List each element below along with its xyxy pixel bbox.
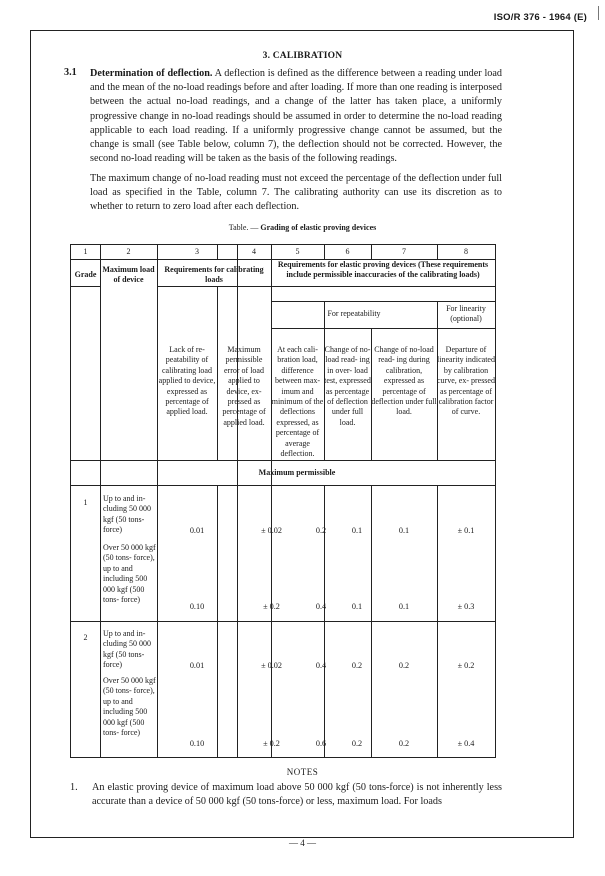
header-req-elastic: Requirements for elastic proving devices (These requirements include permissible inaccuracies of the calibrating loads) (277, 260, 489, 280)
col-number: 3 (195, 247, 199, 256)
col-number: 1 (83, 247, 88, 256)
note-text: An elastic proving device of maximum load above 50 000 kgf (50 tons-force) is not inherently less accurate than a device of 50 000 kgf (50 tons-force) or less, maximum load. For loads (92, 782, 502, 808)
desc-col7: Change of no-load read- ing during calibration, expressed as percentage of deflection under full load. (371, 345, 437, 417)
grade-1: 1 (83, 498, 88, 507)
value-cell: ± 0.2 (457, 661, 475, 670)
value-cell: 0.2 (315, 526, 327, 535)
note-number: 1. (70, 782, 78, 793)
value-cell: 0.1 (398, 526, 410, 535)
col-number: 8 (464, 247, 468, 256)
value-cell: 0.4 (315, 661, 327, 670)
row-divider (71, 286, 100, 287)
notes-title: NOTES (286, 767, 319, 777)
value-cell: ± 0.4 (457, 739, 475, 748)
col-number: 6 (345, 247, 350, 256)
value-cell: ± 0.02 (261, 661, 282, 670)
value-cell: ± 0.02 (261, 526, 282, 535)
col-divider (217, 286, 218, 460)
value-cell: 0.1 (351, 602, 363, 611)
header-linearity: For linearity (optional) (446, 304, 486, 324)
value-cell: 0.1 (351, 526, 363, 535)
paragraph-deflection (90, 67, 502, 166)
row-divider (271, 301, 495, 302)
row-divider (71, 621, 495, 622)
value-cell: 0.4 (315, 602, 327, 611)
col-divider (271, 245, 272, 757)
value-cell: ± 0.3 (457, 602, 475, 611)
table-caption-title: Grading of elastic proving devices (260, 223, 377, 232)
load-range: Up to and in- cluding 50 000 kgf (50 tons- force) (103, 629, 151, 670)
section-title: 3. CALIBRATION (262, 51, 343, 61)
col-number: 5 (295, 247, 300, 256)
document-reference: ISO/R 376 - 1964 (E) (493, 12, 587, 23)
col-divider (217, 485, 218, 757)
header-grade: Grade (74, 270, 97, 279)
value-cell: 0.01 (189, 526, 205, 535)
value-cell: ± 0.2 (263, 739, 280, 748)
value-cell: 0.2 (351, 739, 363, 748)
col-number: 4 (252, 247, 256, 256)
value-cell: 0.2 (351, 661, 363, 670)
col-divider (217, 245, 218, 259)
grading-table (70, 244, 496, 758)
col-number: 7 (402, 247, 406, 256)
desc-col5: At each cali- bration load, difference between max- imum and minimum of the deflections expressed, as percentage of average deflection. (271, 345, 324, 459)
load-range: Over 50 000 kgf (50 tons- force), up to and including 500 000 kgf (500 tons- force) (103, 543, 156, 605)
col-divider (237, 286, 238, 328)
page-edge-mark (598, 6, 599, 20)
paragraph-max-change: The maximum change of no-load reading must not exceed the percentage of the deflection under full load as specified in the Table, column 7. The calibrating authority can use its discretion as to whether to return to zero load after each deflection. (90, 173, 502, 213)
grade-2: 2 (83, 633, 88, 642)
header-max-load: Maximum load of device (102, 265, 155, 285)
col-number: 2 (126, 247, 131, 256)
load-range: Over 50 000 kgf (50 tons- force), up to and including 500 000 kgf (500 tons- force) (103, 676, 156, 738)
row-divider (157, 286, 495, 287)
header-max-permissible: Maximum permissible (258, 468, 336, 477)
row-divider (71, 485, 495, 486)
header-req-calib: Requirements for calibrating loads (164, 265, 264, 285)
value-cell: 0.01 (189, 661, 205, 670)
paragraph-body: A deflection is defined as the difference between a reading under load and the mean of the no-load readings before and after loading. If more than one reading is interposed between the actual no-load readings, and a change of the latter has taken place, a uniformly progressive change in no-load readings should be assumed in order to determine the no-load reading applicable to each load reading. If a uniformly progressive change cannot be assumed, but the change is small (see Table below, column 7), the deflection should not be corrected. However, the second no-load reading will be taken as the basis of the following readings. (90, 68, 503, 165)
value-cell: 0.10 (189, 739, 205, 748)
value-cell: 0.2 (398, 739, 410, 748)
col4-description: Maximum permissible error of load applied to device, ex- pressed as percentage of applied load. (222, 345, 266, 427)
load-range: Up to and in- cluding 50 000 kgf (50 tons- force) (103, 494, 151, 535)
table-caption (0, 223, 605, 232)
header-repeatability: For repeatability (327, 309, 381, 318)
row-divider (71, 460, 495, 461)
value-cell: 0.1 (398, 602, 410, 611)
row-divider (271, 328, 495, 329)
table-caption-prefix: Table. — (228, 223, 259, 232)
section-number: 3.1 (64, 67, 77, 78)
value-cell: 0.6 (315, 739, 327, 748)
desc-col8: Departure of linearity indicated by calibration curve, ex- pressed as percentage of calibration factor of curve. (437, 345, 495, 417)
page-number: — 4 — (289, 838, 316, 848)
desc-col3: Lack of re- peatability of calibrating load applied to device, expressed as percentage of applied load. (158, 345, 216, 417)
desc-col6: Change of no-load read- ing in over- load test, expressed as percentage of deflection under full load. (324, 345, 371, 427)
value-cell: 0.2 (398, 661, 410, 670)
col-divider (100, 245, 101, 757)
paragraph-heading: Determination of deflection. (90, 68, 213, 79)
value-cell: ± 0.2 (263, 602, 280, 611)
value-cell: 0.10 (189, 602, 205, 611)
value-cell: ± 0.1 (457, 526, 475, 535)
col-divider (157, 245, 158, 757)
